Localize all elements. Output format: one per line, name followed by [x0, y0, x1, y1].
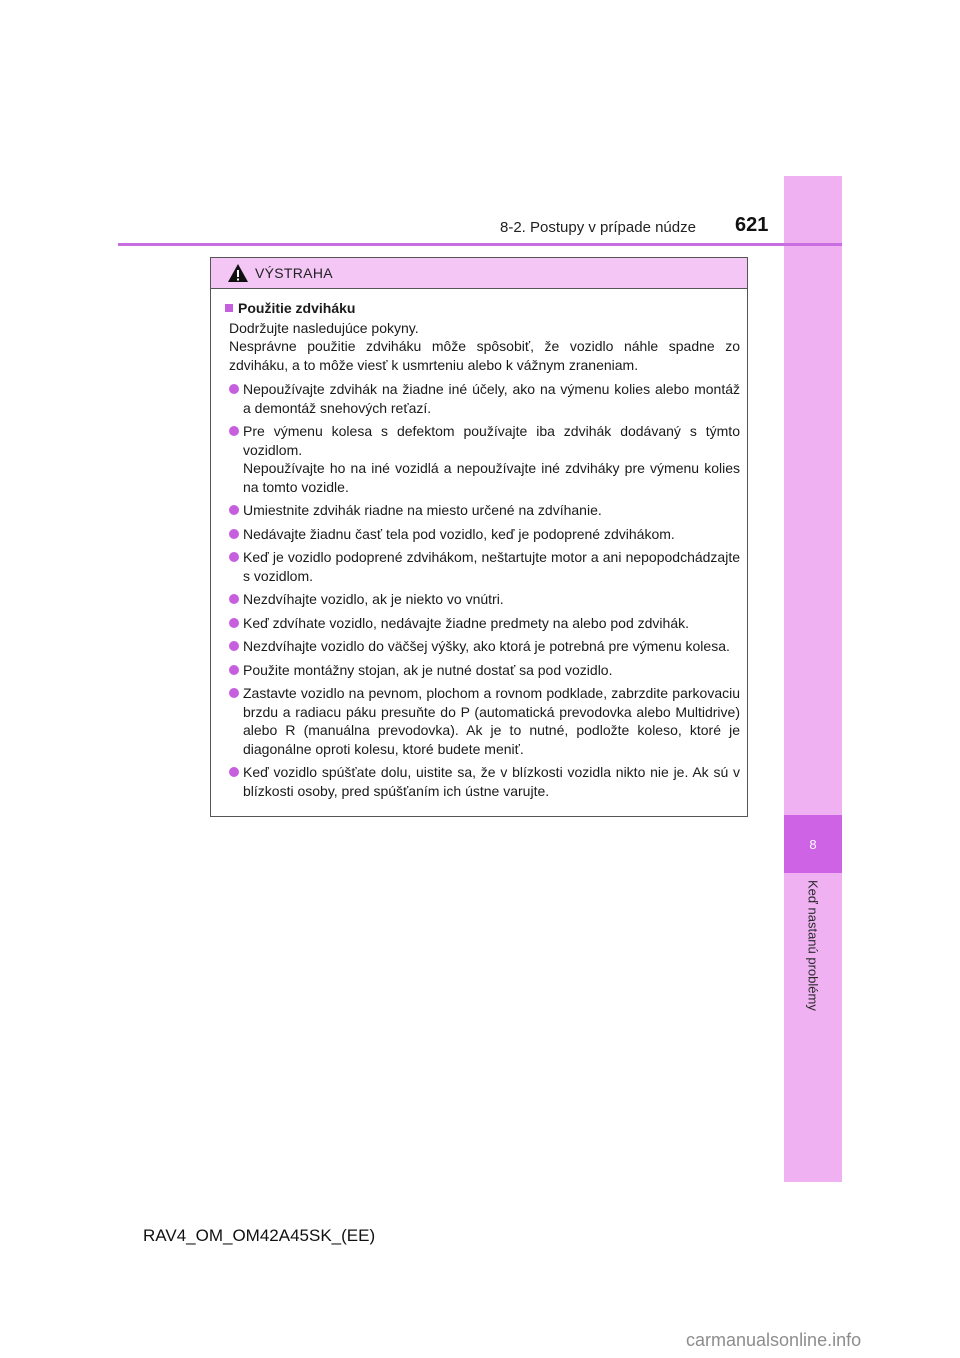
- warning-triangle-icon: [227, 263, 249, 283]
- bullet-dot-icon: [229, 665, 239, 675]
- list-item-text: Keď vozidlo spúšťate dolu, uistite sa, že v blízkosti vozidla nikto nie je. Ak sú v blízkosti osoby, pred spúšťaním ich ústne varujte.: [243, 764, 740, 799]
- list-item: [225, 614, 740, 633]
- list-item-text: Pre výmenu kolesa s defektom používajte iba zdvihák dodávaný s týmto vozidlom.: [243, 423, 740, 458]
- list-item-text: Keď zdvíhate vozidlo, nedávajte žiadne predmety na alebo pod zdvihák.: [243, 614, 690, 631]
- bullet-dot-icon: [229, 426, 239, 436]
- document-code: RAV4_OM_OM42A45SK_(EE): [143, 1226, 376, 1245]
- list-item-text: Nedávajte žiadnu časť tela pod vozidlo, keď je podoprené zdvihákom.: [243, 525, 675, 542]
- warning-header: [211, 258, 747, 289]
- chapter-number: 8: [784, 815, 842, 873]
- chapter-side-tab: [784, 176, 842, 1182]
- warning-body: [211, 289, 747, 800]
- list-item: [225, 548, 740, 585]
- header-divider: [118, 243, 842, 246]
- bullet-dot-icon: [229, 641, 239, 651]
- warning-heading: [225, 299, 740, 318]
- list-item: [225, 661, 740, 680]
- list-item: [225, 684, 740, 758]
- list-item: [225, 501, 740, 520]
- warning-box: [210, 257, 748, 817]
- bullet-dot-icon: [229, 688, 239, 698]
- page-number: 621: [735, 214, 769, 236]
- bullet-dot-icon: [229, 594, 239, 604]
- bullet-dot-icon: [229, 505, 239, 515]
- list-item-text: Umiestnite zdvihák riadne na miesto určené na zdvíhanie.: [243, 502, 602, 518]
- chapter-label: Keď nastanú problémy: [805, 880, 821, 1011]
- bullet-dot-icon: [229, 618, 239, 628]
- warning-title: VÝSTRAHA: [255, 265, 333, 281]
- list-item-text: Nepoužívajte zdvihák na žiadne iné účely, ako na výmenu kolies alebo montáž a demontáž snehových reťazí.: [243, 381, 740, 416]
- warning-heading-text: Použitie zdviháku: [238, 300, 356, 316]
- bullet-dot-icon: [229, 529, 239, 539]
- watermark-link[interactable]: carmanualsonline.info: [686, 1330, 862, 1350]
- list-item: [225, 763, 740, 800]
- intro-line: Dodržujte nasledujúce pokyny.: [229, 319, 419, 336]
- warning-intro: [225, 319, 740, 375]
- warning-bullet-list: [225, 380, 740, 800]
- list-item-text: Zastavte vozidlo na pevnom, plochom a rovnom podklade, zabrzdite parkovaciu brzdu a radiacu páku presuňte do P (automatická prevodovka alebo Multidrive) alebo R (manuálna prevodovka). Ak je to nutné, podložte koleso, ktoré je diagonálne oproti kolesu, ktoré budete meniť.: [243, 685, 740, 757]
- intro-line: Nesprávne použitie zdviháku môže spôsobiť, že vozidlo náhle spadne zo zdviháku, a to môže viesť k usmrteniu alebo k vážnym zraneniam.: [229, 338, 740, 373]
- heading-square-icon: [225, 304, 233, 312]
- list-item: [225, 422, 740, 496]
- list-item-text: Nezdvíhajte vozidlo, ak je niekto vo vnútri.: [243, 591, 504, 607]
- bullet-dot-icon: [229, 552, 239, 562]
- list-item: [225, 637, 740, 656]
- section-title: 8-2. Postupy v prípade núdze: [500, 219, 696, 236]
- list-item: [225, 380, 740, 417]
- list-item-text: Keď je vozidlo podoprené zdvihákom, neštartujte motor a ani nepopodchádzajte s vozidlom.: [243, 549, 740, 584]
- list-item-text: Nezdvíhajte vozidlo do väčšej výšky, ako ktorá je potrebná pre výmenu kolesa.: [243, 638, 730, 654]
- list-item-text: Nepoužívajte ho na iné vozidlá a nepoužívajte iné zdviháky pre výmenu kolies na tomto vozidle.: [243, 460, 740, 495]
- list-item: [225, 590, 740, 609]
- bullet-dot-icon: [229, 384, 239, 394]
- bullet-dot-icon: [229, 767, 239, 777]
- list-item: [225, 525, 740, 544]
- list-item-text: Použite montážny stojan, ak je nutné dostať sa pod vozidlo.: [243, 661, 613, 678]
